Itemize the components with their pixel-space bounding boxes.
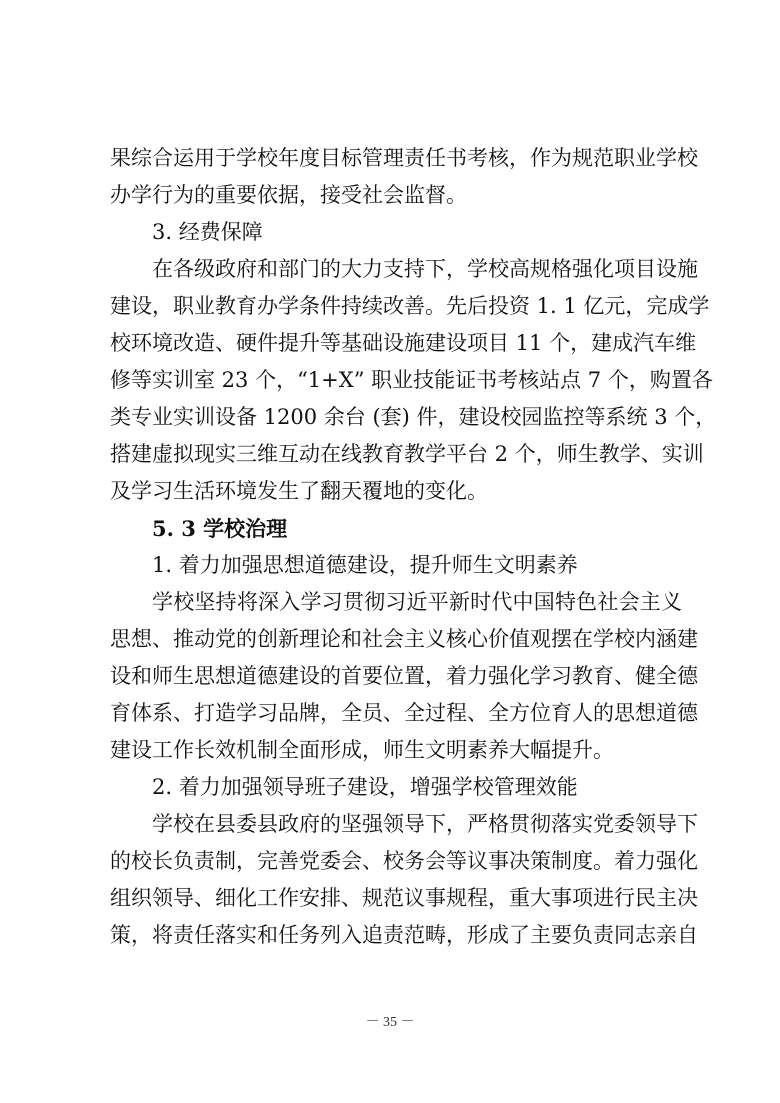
section-heading: 3. 经费保障 (152, 220, 263, 244)
paragraph-line: 类专业实训设备 1200 余台 (套) 件，建设校园监控等系统 3 个， (110, 405, 717, 429)
paragraph-line: 校环境改造、硬件提升等基础设施建设项目 11 个，建成汽车维 (110, 331, 697, 355)
section-title: 5. 3 学校治理 (152, 516, 288, 541)
paragraph-line: 果综合运用于学校年度目标管理责任书考核，作为规范职业学校 (110, 146, 698, 170)
page-number: － 35 － (365, 1015, 415, 1030)
paragraph-line: 建设工作长效机制全面形成，师生文明素养大幅提升。 (110, 738, 614, 762)
paragraph-line: 育体系、打造学习品牌，全员、全过程、全方位育人的思想道德 (110, 701, 698, 725)
paragraph-line: 搭建虚拟现实三维互动在线教育教学平台 2 个，师生教学、实训 (110, 442, 704, 466)
paragraph-line: 学校坚持将深入学习贯彻习近平新时代中国特色社会主义 (152, 590, 682, 614)
paragraph-line: 策，将责任落实和任务列入追责范畴，形成了主要负责同志亲自 (110, 923, 698, 947)
paragraph-line: 及学习生活环境发生了翻天覆地的变化。 (110, 479, 488, 503)
paragraph-line: 学校在县委县政府的坚强领导下，严格贯彻落实党委领导下 (152, 812, 698, 836)
subsection-heading: 2. 着力加强领导班子建设，增强学校管理效能 (152, 775, 578, 799)
document-body (110, 140, 717, 954)
paragraph-line: 的校长负责制，完善党委会、校务会等议事决策制度。着力强化 (110, 849, 698, 873)
paragraph-line: 设和师生思想道德建设的首要位置，着力强化学习教育、健全德 (110, 664, 698, 688)
paragraph-line: 思想、推动党的创新理论和社会主义核心价值观摆在学校内涵建 (110, 627, 698, 651)
paragraph-line: 组织领导、细化工作安排、规范议事规程，重大事项进行民主决 (110, 886, 698, 910)
subsection-heading: 1. 着力加强思想道德建设，提升师生文明素养 (152, 553, 578, 577)
paragraph-line: 办学行为的重要依据，接受社会监督。 (110, 183, 467, 207)
paragraph-line: 修等实训室 23 个，“1+X” 职业技能证书考核站点 7 个，购置各 (110, 368, 713, 392)
paragraph-line: 建设，职业教育办学条件持续改善。先后投资 1. 1 亿元，完成学 (110, 294, 710, 318)
paragraph-line: 在各级政府和部门的大力支持下，学校高规格强化项目设施 (152, 257, 698, 281)
